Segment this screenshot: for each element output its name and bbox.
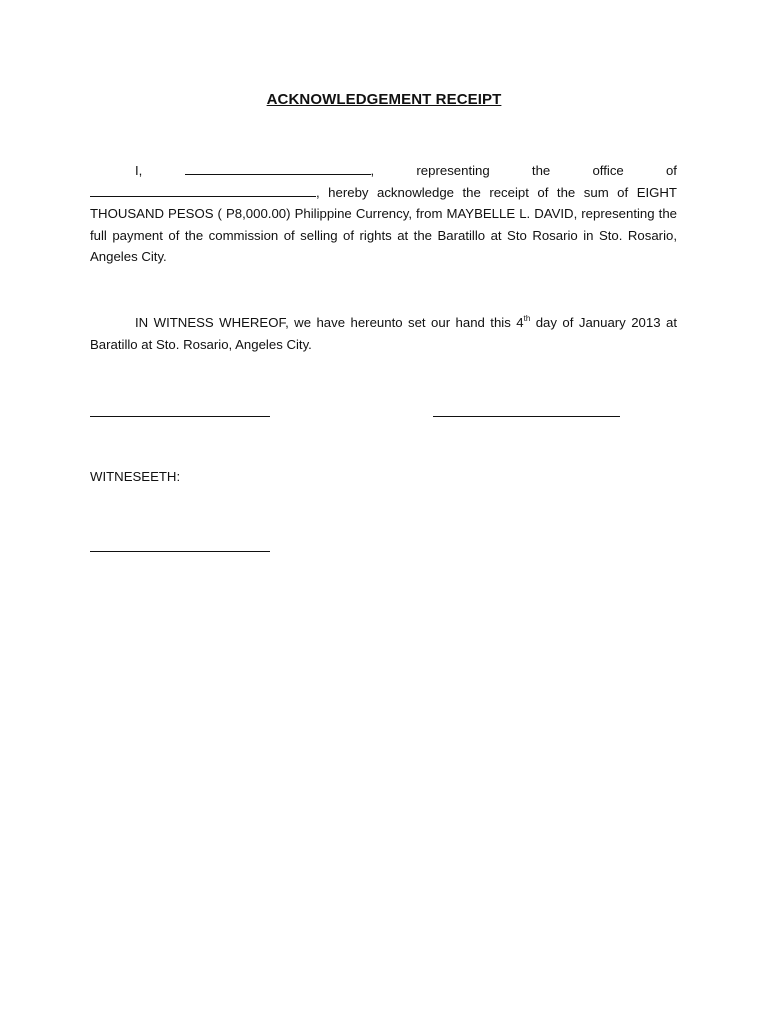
witness-whereof-text-start: IN WITNESS WHEREOF, we have hereunto set our hand this 4 <box>135 315 524 330</box>
pronoun-text: I, <box>135 163 143 178</box>
witness-whereof-text-end: day of January 2013 at Baratillo at Sto. Rosario, Angeles City. <box>90 315 677 352</box>
comma-text: , <box>370 163 375 178</box>
office-text: office <box>592 163 624 178</box>
representing-text: representing <box>416 163 490 178</box>
signature-line-left <box>90 416 270 417</box>
acknowledgement-paragraph <box>90 160 677 268</box>
name-blank-line <box>185 160 371 175</box>
office-blank-line <box>90 182 316 197</box>
signature-line-right <box>433 416 620 417</box>
name-blank-group <box>185 160 375 182</box>
document-title: ACKNOWLEDGEMENT RECEIPT <box>266 91 502 108</box>
first-word-group <box>90 160 142 182</box>
the-text: the <box>531 163 551 178</box>
day-ordinal-suffix: th <box>523 313 531 323</box>
witness-whereof-paragraph <box>90 312 677 355</box>
witness-label: WITNESEETH: <box>90 469 181 484</box>
witness-signature-line <box>90 551 270 552</box>
of-text: of <box>665 163 677 178</box>
acknowledgement-body-text: , hereby acknowledge the receipt of the sum of EIGHT THOUSAND PESOS ( P8,000.00) Philippine Currency, from MAYBELLE L. DAVID, representing the full payment of the commission of selling of rights at the Baratillo at Sto Rosario in Sto. Rosario, Angeles City. <box>90 184 677 264</box>
first-line <box>90 160 677 182</box>
